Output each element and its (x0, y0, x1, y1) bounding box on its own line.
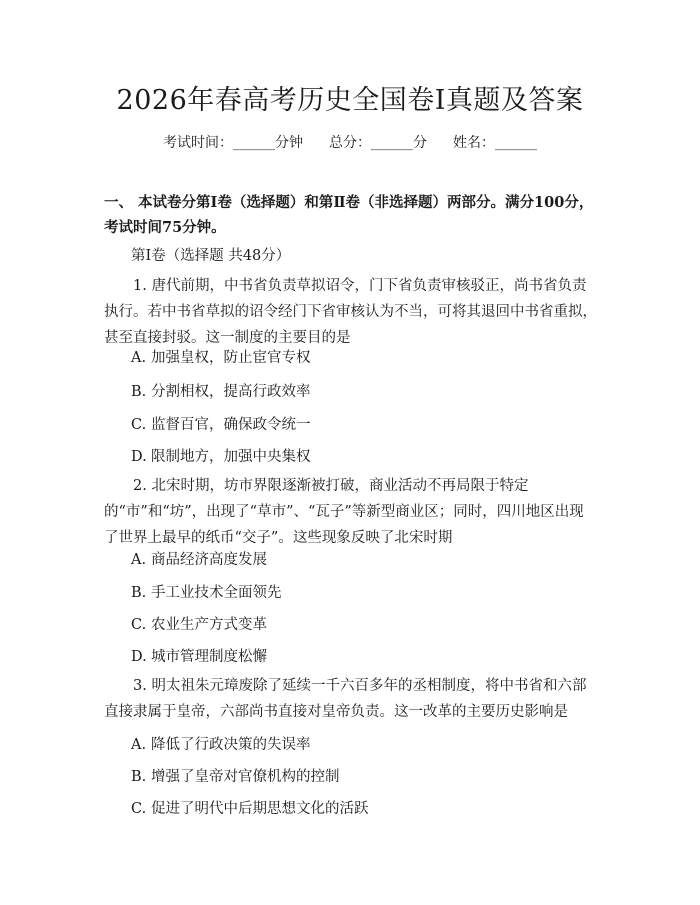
question-stem: 1. 唐代前期，中书省负责草拟诏令，门下省负责审核驳正，尚书省负责执行。若中书省草拟的诏令经门下省审核认为不当，可将其退回中书省重拟，甚至直接封驳。这一制度的主要目的是 (104, 278, 597, 346)
option-text: 农业生产方式变革 (151, 617, 267, 633)
option-text: 加强皇权，防止宦官专权 (151, 350, 311, 366)
option-item (131, 581, 282, 602)
option-text: 增强了皇帝对官僚机构的控制 (151, 769, 340, 785)
option-item (131, 445, 311, 466)
part-title: 第Ⅰ卷（选择题 共48分） (131, 248, 291, 264)
question-stem: 2. 北宋时期，坊市界限逐渐被打破，商业活动不再局限于特定的“市”和“坊”，出现了“草市”、“瓦子”等新型商业区；同时，四川地区出现了世界上最早的纸币“交子”。这些现象反映了北宋时期 (104, 478, 584, 546)
option-letter: A. (131, 737, 147, 753)
option-item (131, 380, 311, 401)
student-name-field: 姓名：______ (453, 135, 537, 151)
option-text: 手工业技术全面领先 (151, 585, 282, 601)
option-letter: D. (131, 649, 147, 665)
exam-time-field: 考试时间：______分钟 (163, 135, 303, 151)
option-letter: D. (131, 449, 147, 465)
option-item (131, 413, 311, 434)
option-item (131, 645, 267, 666)
option-text: 监督百官，确保政令统一 (151, 417, 311, 433)
option-text: 降低了行政决策的失误率 (151, 737, 311, 753)
option-letter: B. (131, 384, 147, 400)
total-score-field: 总分：______分 (329, 135, 427, 151)
option-text: 城市管理制度松懈 (151, 649, 267, 665)
page-title: 2026年春高考历史全国卷Ⅰ真题及答案 (116, 85, 584, 116)
question-stem: 3. 明太祖朱元璋废除了延续一千六百多年的丞相制度，将中书省和六部直接隶属于皇帝，六部尚书直接对皇帝负责。这一改革的主要历史影响是 (104, 678, 587, 720)
option-letter: B. (131, 769, 147, 785)
option-letter: B. (131, 585, 147, 601)
option-item (131, 765, 340, 786)
option-text: 促进了明代中后期思想文化的活跃 (151, 801, 369, 817)
option-letter: A. (131, 350, 147, 366)
option-letter: C. (131, 617, 147, 633)
option-item (131, 613, 267, 634)
option-item (131, 548, 267, 569)
option-letter: A. (131, 552, 147, 568)
option-item (131, 733, 311, 754)
exam-info-line (0, 132, 700, 152)
option-letter: C. (131, 801, 147, 817)
option-letter: C. (131, 417, 147, 433)
option-text: 限制地方，加强中央集权 (151, 449, 311, 465)
option-text: 分割相权，提高行政效率 (151, 384, 311, 400)
option-item (131, 346, 311, 367)
option-item (131, 797, 369, 818)
option-text: 商品经济高度发展 (151, 552, 267, 568)
section-header: 一、 本试卷分第Ⅰ卷（选择题）和第Ⅱ卷（非选择题）两部分。满分100分，考试时间75分钟。 (104, 194, 594, 236)
